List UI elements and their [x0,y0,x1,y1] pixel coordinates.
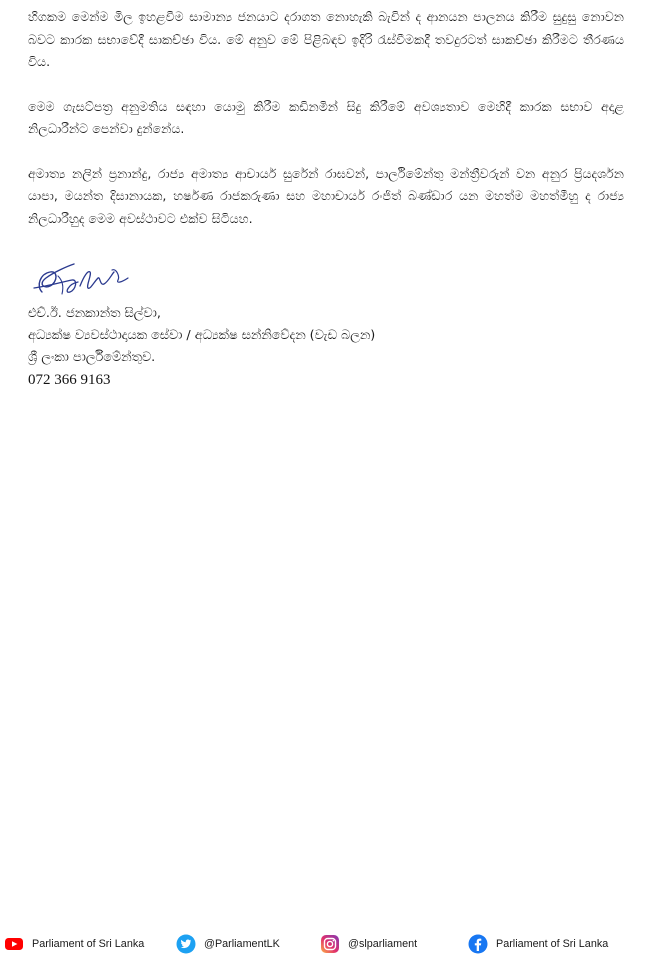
signatory-title: අධ්‍යක්ෂ ව්‍යවස්ථාදායක සේවා / අධ්‍යක්ෂ සන්නිවේදන (වැඩ බලන) [28,328,376,343]
footer-facebook[interactable] [468,932,608,956]
twitter-icon [176,934,196,954]
footer-instagram[interactable] [320,932,417,956]
footer-facebook-label: Parliament of Sri Lanka [496,938,609,950]
footer-instagram-label: @slparliament [348,938,418,950]
paragraph-import-control: හිගකම මෙන්ම මිල ඉහළවීම සාමාන්‍ය ජනයාට දරාගත නොහැකි බැවින් ද ආනයන පාලනය කිරීම සුදුසු නොවන බවට කාරක සභාවේදී සාකච්ඡා විය. මේ අනුව මේ පිළිබඳව ඉදිරි රැස්වීමකදී තවදුරටත් සාකච්ඡා කිරීමට තීරණය විය. [28,9,624,69]
signoff-block [28,303,528,391]
body-text [28,6,624,230]
signatory-name: එච්.ඊ. ජනකාන්ත සිල්වා, [28,306,161,321]
youtube-icon [4,934,24,954]
paragraph-gazette-approval: මෙම ගැසට්පත්‍ර අනුමතිය සඳහා යොමු කිරීම කඩිනමින් සිදු කිරීමේ අවශ්‍යතාව මෙහිදී කාරක සභාව අදාළ නිලධාරීන්ට පෙන්වා දුන්නේය. [28,98,624,136]
instagram-icon [320,934,340,954]
contact-phone: 072 366 9163 [28,372,111,388]
footer-youtube-label: Parliament of Sri Lanka [32,938,145,950]
paragraph-attendees: අමාත්‍ය නලින් ප්‍රනාන්දු, රාජ්‍ය අමාත්‍ය ආචාර්ය සුරේන් රාඝවන්, පාර්ලිමේන්තු මන්ත්‍රීවරුන් වන අනුර ප්‍රියදර්ශන යාපා, මයන්ත දිසානායක, හර්ෂණ රාජකරුණා සහ මහාචාර්ය රංජිත් බණ්ඩාර යන මහත්ම මහත්මීහු ද රාජ්‍ය නිලධාරීහුද මෙම අවස්ථාවට එක්ව සිටියහ. [28,165,624,226]
footer-youtube[interactable] [4,932,144,956]
footer-twitter-label: @ParliamentLK [204,938,280,950]
signatory-organization: ශ්‍රී ලංකා පාර්ලිමේන්තුව. [28,350,156,365]
social-footer [0,932,650,956]
facebook-icon [468,934,488,954]
signature [28,256,138,302]
footer-twitter[interactable] [176,932,280,956]
